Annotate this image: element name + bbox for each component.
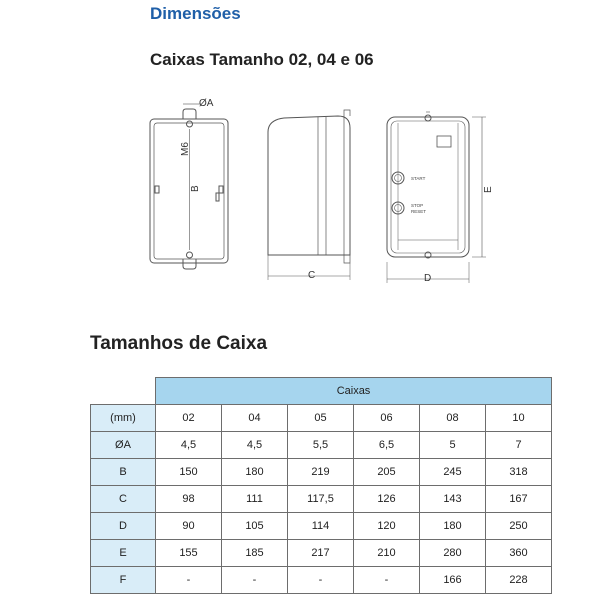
column-header: 02	[156, 404, 222, 431]
table-cell: 219	[288, 458, 354, 485]
column-header: 10	[486, 404, 552, 431]
table-cell: 6,5	[354, 431, 420, 458]
table-row	[91, 485, 552, 512]
row-header: ØA	[91, 431, 156, 458]
row-header: C	[91, 485, 156, 512]
table-cell: 180	[222, 458, 288, 485]
table-cell: 250	[486, 512, 552, 539]
row-header: E	[91, 539, 156, 566]
row-header: B	[91, 458, 156, 485]
table-cell: 228	[486, 566, 552, 593]
table-row	[91, 512, 552, 539]
table-cell: 111	[222, 485, 288, 512]
label-b: B	[190, 185, 201, 192]
table-cell: 7	[486, 431, 552, 458]
label-start: START	[411, 176, 426, 181]
table-cell: -	[222, 566, 288, 593]
table-cell: 150	[156, 458, 222, 485]
table-cell: 90	[156, 512, 222, 539]
section-title: Dimensões	[150, 4, 241, 23]
table-cell: 4,5	[222, 431, 288, 458]
table-cell: 126	[354, 485, 420, 512]
table-row	[91, 566, 552, 593]
column-header: 08	[420, 404, 486, 431]
table-cell: 245	[420, 458, 486, 485]
table-cell: 98	[156, 485, 222, 512]
label-d: D	[424, 273, 432, 284]
label-e: E	[483, 186, 494, 193]
table-cell: 117,5	[288, 485, 354, 512]
table-cell: 167	[486, 485, 552, 512]
table-row	[91, 458, 552, 485]
table-cell: 166	[420, 566, 486, 593]
table-cell: 360	[486, 539, 552, 566]
column-header: 05	[288, 404, 354, 431]
table-cell: 210	[354, 539, 420, 566]
group-header: Caixas	[156, 378, 552, 405]
table-cell: 114	[288, 512, 354, 539]
side-view	[268, 110, 350, 280]
table-cell: -	[354, 566, 420, 593]
unit-header: (mm)	[91, 404, 156, 431]
table-cell: 280	[420, 539, 486, 566]
front-view-mounting	[150, 104, 228, 269]
label-reset: RESET	[411, 209, 427, 214]
table-cell: 217	[288, 539, 354, 566]
table-cell: -	[156, 566, 222, 593]
table-cell: 180	[420, 512, 486, 539]
label-dia: ØA	[199, 98, 214, 109]
label-m6: M6	[180, 142, 191, 156]
table-row	[91, 539, 552, 566]
table-cell: 5,5	[288, 431, 354, 458]
drawing-subtitle: Caixas Tamanho 02, 04 e 06	[150, 50, 374, 69]
table-header-row	[91, 404, 552, 431]
label-c: C	[308, 270, 316, 281]
box-sizes-table	[90, 377, 552, 594]
table-group-row	[91, 378, 552, 405]
row-header: F	[91, 566, 156, 593]
table-row	[91, 431, 552, 458]
table-cell: 105	[222, 512, 288, 539]
table-corner	[91, 378, 156, 405]
label-stop: STOP	[411, 203, 424, 208]
table-cell: 5	[420, 431, 486, 458]
table-cell: 205	[354, 458, 420, 485]
front-view-buttons	[387, 112, 486, 283]
table-cell: 120	[354, 512, 420, 539]
table-cell: 143	[420, 485, 486, 512]
column-header: 04	[222, 404, 288, 431]
table-cell: 4,5	[156, 431, 222, 458]
table-title: Tamanhos de Caixa	[90, 333, 268, 354]
table-cell: -	[288, 566, 354, 593]
table-cell: 318	[486, 458, 552, 485]
column-header: 06	[354, 404, 420, 431]
table-cell: 185	[222, 539, 288, 566]
table-cell: 155	[156, 539, 222, 566]
row-header: D	[91, 512, 156, 539]
